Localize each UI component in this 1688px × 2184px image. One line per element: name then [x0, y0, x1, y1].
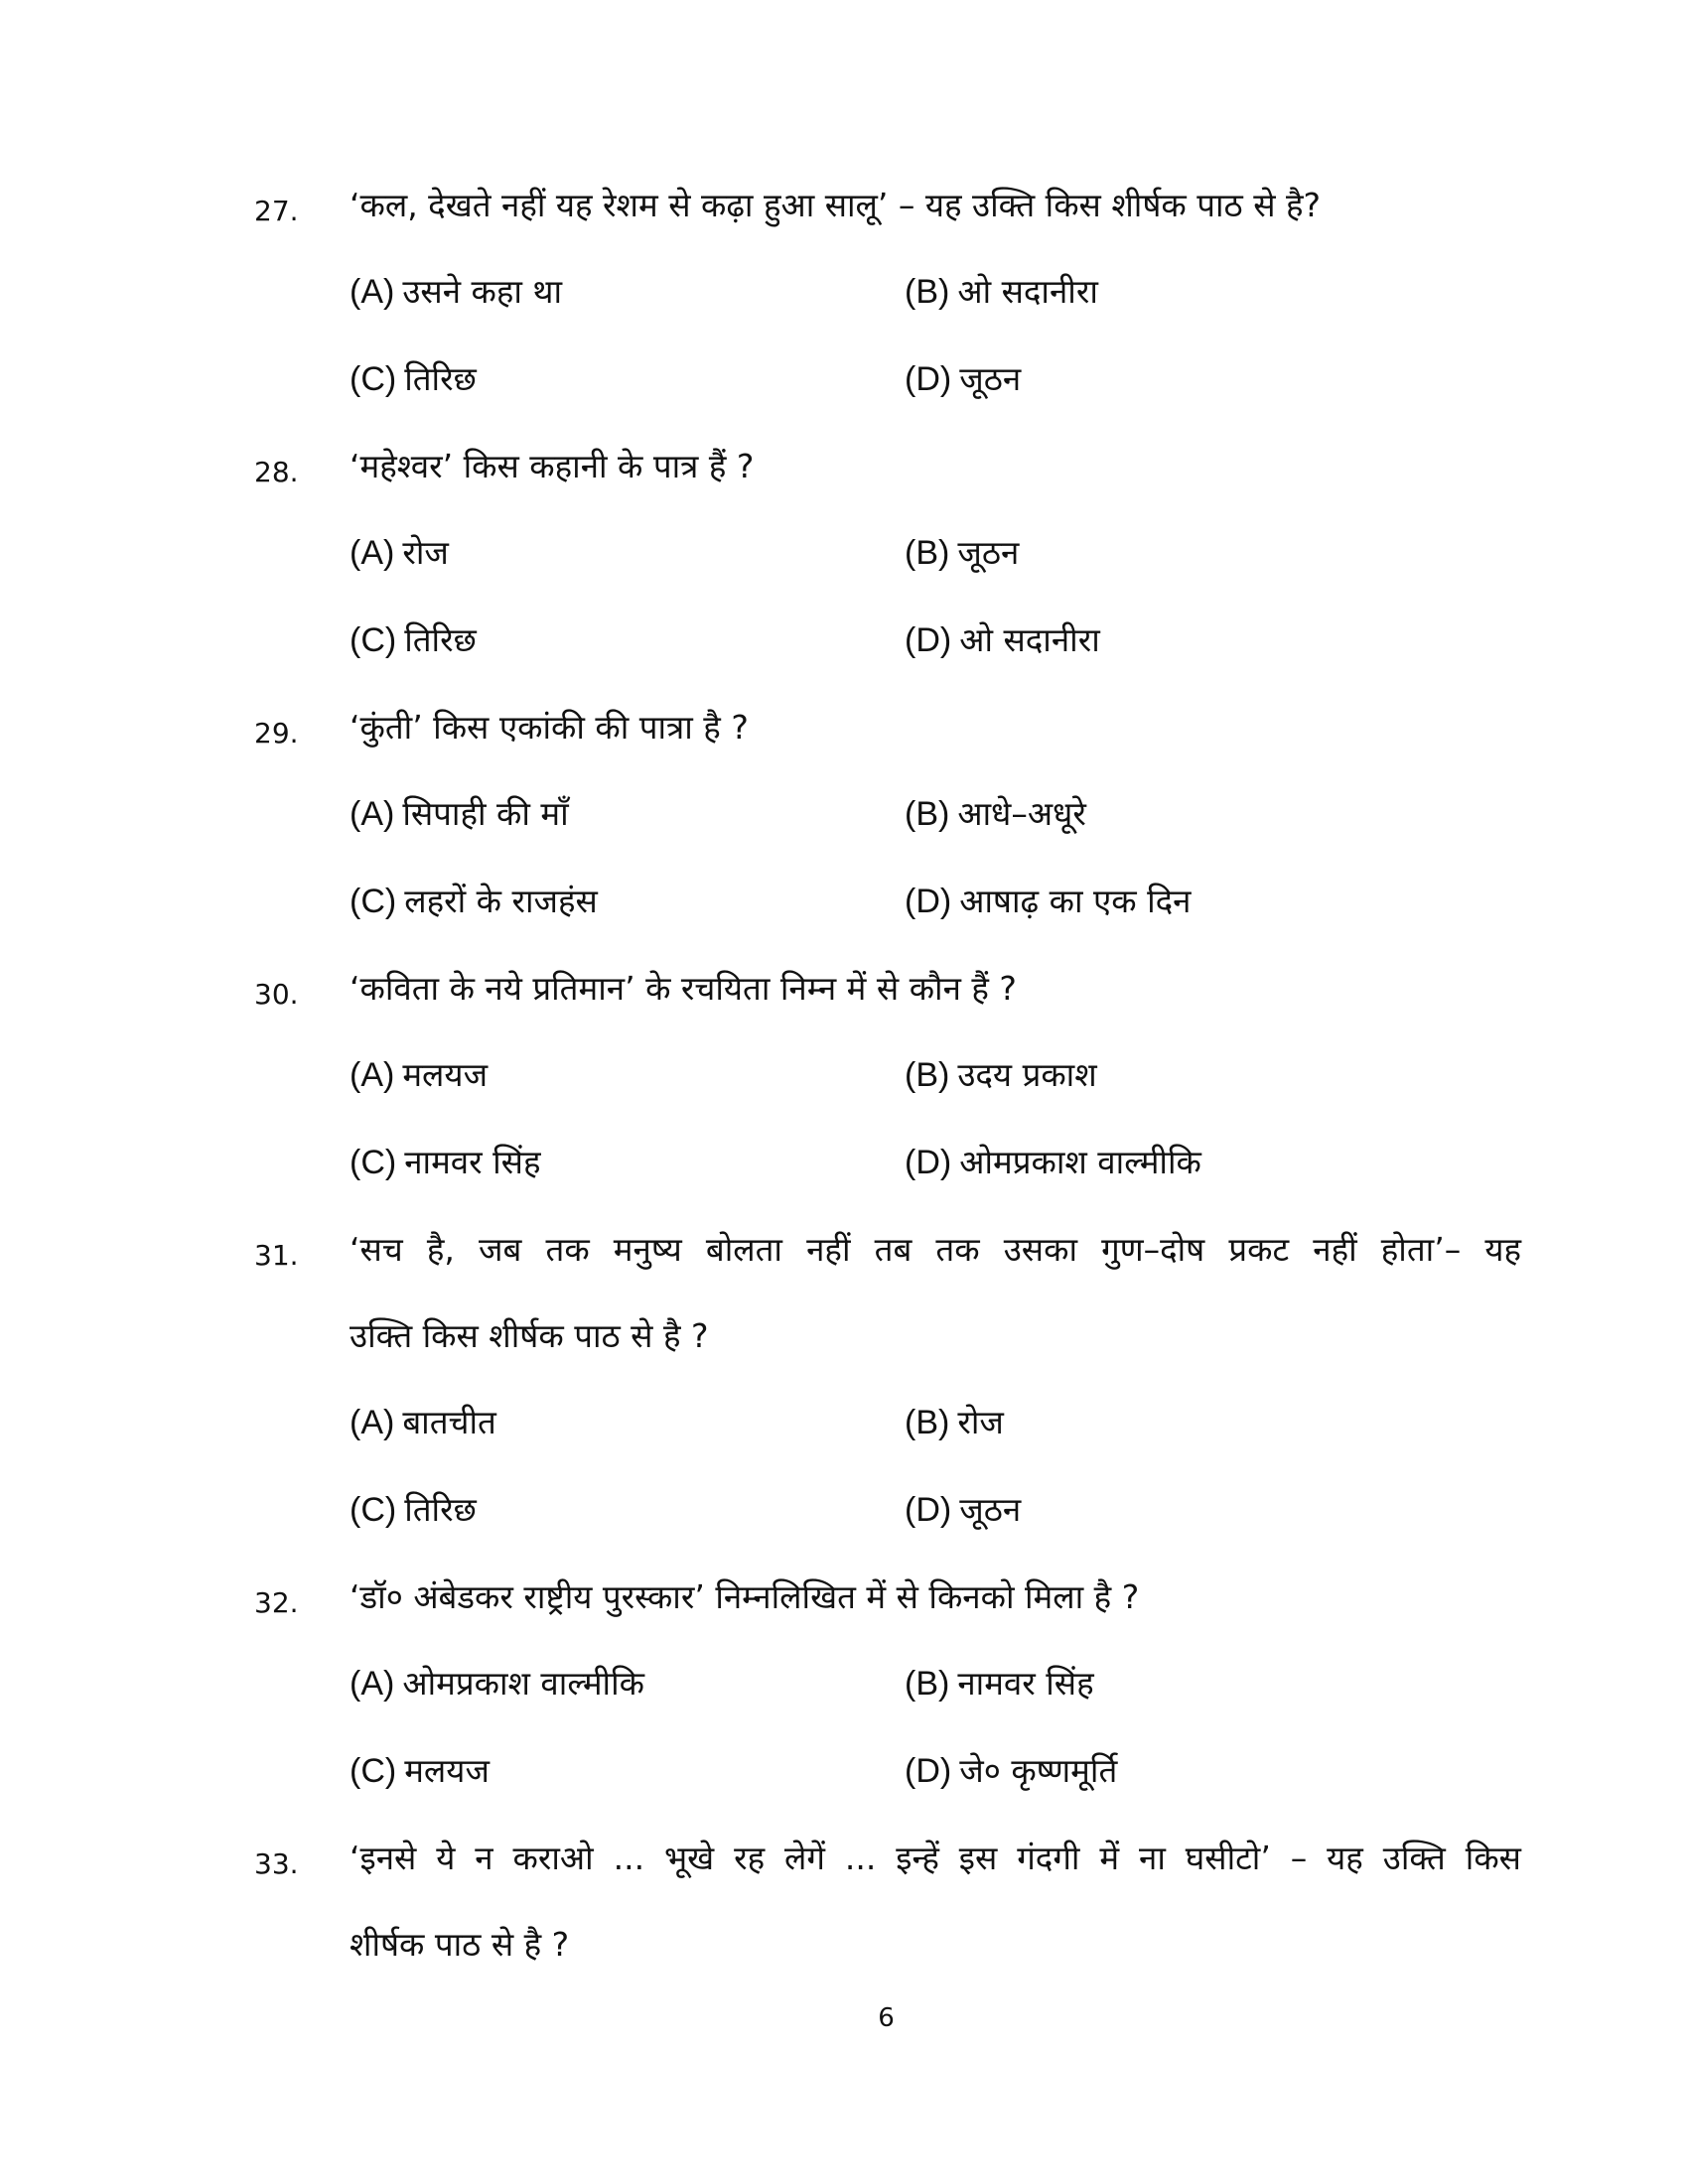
option-d	[905, 1749, 1117, 1793]
option-label: (A)	[350, 795, 395, 833]
option-text: ओमप्रकाश वाल्मीकि	[402, 1664, 644, 1703]
question-text-line: ‘कविता के नये प्रतिमान’ के रचयिता निम्न में से कौन हैं ?	[350, 969, 1017, 1008]
option-label: (A)	[350, 1665, 395, 1703]
option-label: (B)	[905, 534, 950, 572]
option-text: मलयज	[402, 1055, 489, 1094]
option-a	[350, 531, 449, 575]
option-label: (B)	[905, 1665, 950, 1703]
option-b	[905, 1401, 1004, 1444]
option-text: तिरिछ	[404, 620, 477, 659]
option-b	[905, 792, 1086, 836]
option-a	[350, 1053, 488, 1097]
option-text: ओ सदानीरा	[959, 620, 1100, 659]
option-text: नामवर सिंह	[404, 1143, 541, 1181]
page-number: 6	[878, 2003, 895, 2033]
option-b	[905, 270, 1098, 314]
option-label: (B)	[905, 1056, 950, 1094]
option-label: (C)	[350, 1144, 397, 1181]
option-text: तिरिछ	[404, 359, 477, 398]
option-label: (D)	[905, 1144, 952, 1181]
option-text: जूठन	[957, 533, 1020, 572]
option-a	[350, 1662, 644, 1706]
option-text: सिपाही की माँ	[402, 794, 569, 833]
option-label: (C)	[350, 883, 397, 920]
option-a	[350, 1401, 496, 1444]
option-text: आधे–अधूरे	[957, 794, 1086, 833]
option-b	[905, 531, 1019, 575]
option-c	[350, 1141, 541, 1184]
question-number: 28.	[254, 456, 299, 488]
option-c	[350, 618, 477, 662]
option-text: जूठन	[959, 1490, 1022, 1529]
option-c	[350, 1488, 477, 1532]
question-number: 31.	[254, 1239, 299, 1272]
option-text: ओ सदानीरा	[957, 272, 1098, 311]
option-label: (B)	[905, 273, 950, 311]
question-text	[350, 1554, 1521, 1640]
question-text	[350, 1206, 1521, 1379]
question-number: 30.	[254, 978, 299, 1011]
option-label: (A)	[350, 1404, 395, 1441]
option-label: (C)	[350, 1491, 397, 1529]
option-c	[350, 357, 477, 401]
option-b	[905, 1053, 1097, 1097]
option-label: (A)	[350, 1056, 395, 1094]
question-text-line: ‘कुंती’ किस एकांकी की पात्रा है ?	[350, 708, 749, 747]
option-label: (C)	[350, 1752, 397, 1790]
question-text-line: ‘डॉ० अंबेडकर राष्ट्रीय पुरस्कार’ निम्नलिखित में से किनको मिला है ?	[350, 1577, 1140, 1616]
option-a	[350, 270, 562, 314]
option-text: ओमप्रकाश वाल्मीकि	[959, 1143, 1201, 1181]
question-text	[350, 945, 1521, 1031]
option-text: लहरों के राजहंस	[404, 882, 598, 920]
option-label: (D)	[905, 883, 952, 920]
question-number: 27.	[254, 195, 299, 227]
option-label: (B)	[905, 795, 950, 833]
option-d	[905, 880, 1191, 923]
option-text: आषाढ़ का एक दिन	[959, 882, 1192, 920]
option-text: रोज	[402, 533, 449, 572]
option-text: उसने कहा था	[402, 272, 563, 311]
option-c	[350, 880, 598, 923]
option-text: मलयज	[404, 1751, 490, 1790]
option-text: तिरिछ	[404, 1490, 477, 1529]
option-text: बातचीत	[402, 1403, 496, 1441]
option-d	[905, 357, 1021, 401]
question-number: 29.	[254, 717, 299, 750]
question-text	[350, 1815, 1521, 1987]
option-d	[905, 618, 1100, 662]
option-d	[905, 1488, 1021, 1532]
option-label: (B)	[905, 1404, 950, 1441]
question-number: 32.	[254, 1586, 299, 1619]
question-text-line: शीर्षक पाठ से है ?	[350, 1925, 570, 1964]
option-label: (C)	[350, 621, 397, 659]
option-a	[350, 792, 569, 836]
option-text: नामवर सिंह	[957, 1664, 1094, 1703]
question-text-line: ‘कल, देखते नहीं यह रेशम से कढ़ा हुआ सालू’ – यह उक्ति किस शीर्षक पाठ से है?	[350, 186, 1322, 224]
question-number: 33.	[254, 1847, 299, 1880]
option-text: रोज	[957, 1403, 1004, 1441]
option-label: (A)	[350, 273, 395, 311]
option-text: जे० कृष्णमूर्ति	[959, 1751, 1118, 1790]
option-label: (D)	[905, 1491, 952, 1529]
option-text: उदय प्रकाश	[957, 1055, 1097, 1094]
question-text	[350, 684, 1521, 770]
question-text-line: उक्ति किस शीर्षक पाठ से है ?	[350, 1316, 709, 1355]
option-label: (D)	[905, 1752, 952, 1790]
option-b	[905, 1662, 1094, 1706]
question-text	[350, 162, 1521, 248]
option-label: (D)	[905, 621, 952, 659]
option-text: जूठन	[959, 359, 1022, 398]
option-label: (C)	[350, 360, 397, 398]
option-c	[350, 1749, 490, 1793]
question-text-line: ‘महेश्वर’ किस कहानी के पात्र हैं ?	[350, 447, 755, 485]
question-text-line: ‘इनसे ये न कराओ ... भूखे रह लेगें ... इन्हें इस गंदगी में ना घसीटो’ – यह उक्ति किस	[350, 1839, 1521, 1877]
option-label: (D)	[905, 360, 952, 398]
question-text	[350, 423, 1521, 509]
option-d	[905, 1141, 1201, 1184]
option-label: (A)	[350, 534, 395, 572]
question-text-line: ‘सच है, जब तक मनुष्य बोलता नहीं तब तक उसका गुण–दोष प्रकट नहीं होता’– यह	[350, 1230, 1521, 1269]
